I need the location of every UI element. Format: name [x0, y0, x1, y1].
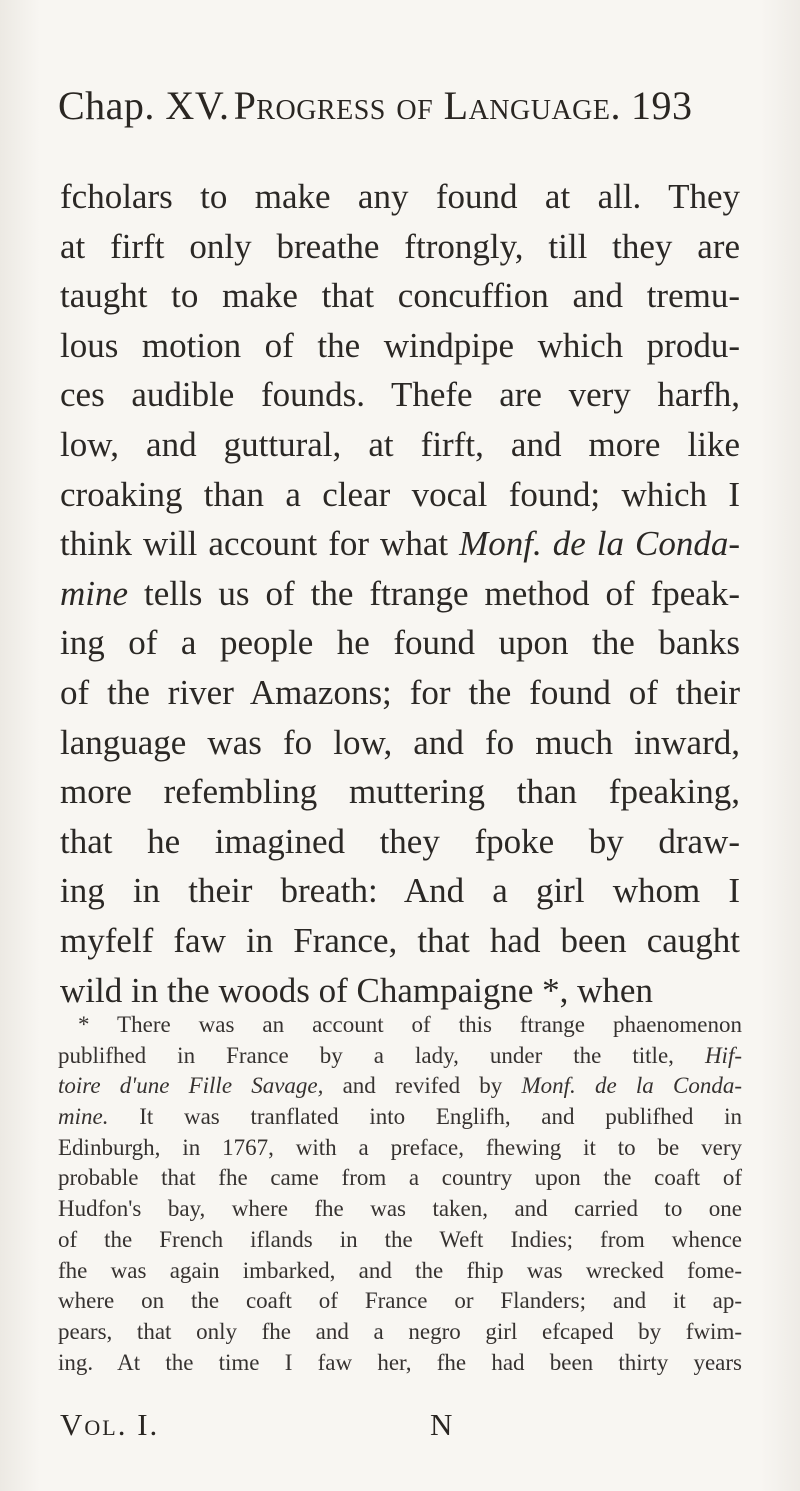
body-line: low, and guttural, at firft, and more like	[60, 424, 740, 464]
body-line: wild in the woods of Champaigne *, when	[60, 970, 653, 1010]
body-line: more refembling muttering than fpeaking,	[60, 772, 740, 812]
body-line: lous motion of the windpipe which produ-	[60, 325, 740, 365]
body-line: ing in their breath: And a girl whom I	[60, 871, 740, 911]
footnote	[58, 1010, 742, 1378]
body-line-text: tells us of the ftrange method of fpeak-	[128, 573, 740, 613]
body-line: myfelf faw in France, that had been caught	[60, 920, 740, 960]
body-line-italic: Monf. de la Conda-	[459, 524, 740, 564]
footnote-line	[58, 1071, 742, 1102]
running-head	[58, 82, 758, 130]
footnote-line	[58, 1041, 742, 1072]
body-line: language was fo low, and fo much inward,	[60, 722, 740, 762]
body-line: fcholars to make any found at all. They	[60, 177, 740, 216]
footnote-line: * There was an account of this ftrange phaenomenon	[78, 1012, 742, 1037]
footnote-italic: toire d'une Fille Savage,	[58, 1073, 324, 1099]
footnote-line: ing. At the time I faw her, fhe had been thirty years	[58, 1349, 742, 1375]
body-line: ing of a people he found upon the banks	[60, 623, 740, 663]
body-line: croaking than a clear vocal found; which I	[60, 474, 740, 514]
footnote-line: probable that fhe came from a country upon the coaft of	[58, 1165, 742, 1191]
footnote-line: Edinburgh, in 1767, with a preface, fhewing it to be very	[58, 1134, 742, 1160]
footnote-text: It was tranflated into Englifh, and publifhed in	[108, 1104, 742, 1130]
signature-mark: N	[430, 1407, 453, 1442]
chapter-title: Progress of Language.	[233, 83, 622, 128]
body-line-text: think will account for what	[60, 524, 460, 564]
body-line-italic: mine	[60, 573, 129, 613]
footnote-italic: mine.	[58, 1104, 109, 1130]
body-line: taught to make that concuffion and tremu-	[60, 276, 740, 316]
body-line: at firft only breathe ftrongly, till they are	[60, 226, 740, 266]
footnote-italic: Hif-	[704, 1042, 742, 1068]
volume-label: Vol. I.	[60, 1407, 160, 1442]
footnote-text: publifhed in France by a lady, under the title,	[58, 1042, 705, 1068]
body-text	[60, 172, 740, 1015]
footnote-italic: Monf. de la Conda-	[521, 1073, 742, 1099]
footnote-line: fhe was again imbarked, and the fhip was wrecked fome-	[58, 1257, 742, 1283]
footnote-line	[58, 1102, 742, 1133]
body-line	[60, 519, 740, 569]
footnote-line: pears, that only fhe and a negro girl efcaped by fwim-	[58, 1318, 742, 1344]
footnote-line: where on the coaft of France or Flanders; and it ap-	[58, 1288, 742, 1314]
footnote-line: Hudfon's bay, where fhe was taken, and carried to one	[58, 1196, 742, 1222]
body-line: of the river Amazons; for the found of their	[60, 672, 740, 712]
footnote-text: and revifed by	[323, 1073, 522, 1099]
body-line: ces audible founds. Thefe are very harfh,	[60, 375, 740, 415]
signature-volume	[60, 1407, 159, 1443]
footnote-line: of the French iflands in the Weft Indies; from whence	[58, 1226, 742, 1252]
body-line: that he imagined they fpoke by draw-	[60, 821, 740, 861]
page-number: 193	[631, 83, 693, 128]
body-line	[60, 569, 740, 619]
chapter-label: Chap. XV.	[58, 83, 230, 128]
